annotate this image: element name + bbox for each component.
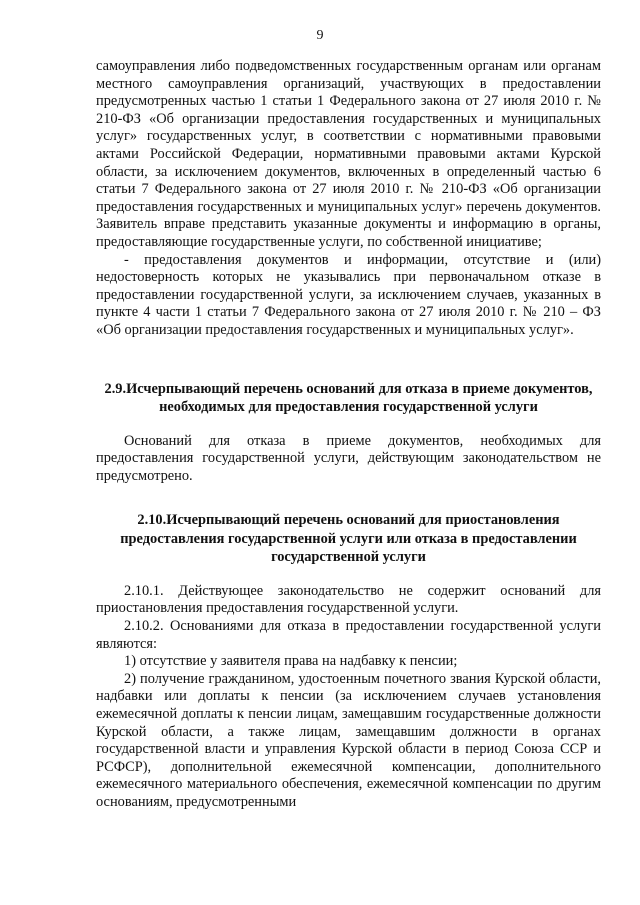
page-number: 9 — [316, 28, 324, 43]
paragraph-section-2-9: Оснований для отказа в приеме документов, необходимых для предоставления государственной услуги, действующим законодательством не предусмотрено. — [96, 432, 601, 484]
document-body — [96, 58, 601, 812]
paragraph-continuation: самоуправления либо подведомственных государственным органам или органам местного самоуправления организаций, участвующих в предоставлении предусмотренных частью 1 статьи 1 Федерального закона от 27 июля 2010 г. № 210-ФЗ «Об организации предоставления государственных и муниципальных услуг» государственных услуг, в соответствии с нормативными правовыми актами Российской Федерации, нормативными правовыми актами Курской области, за исключением документов, включенных в определенный частью 6 статьи 7 Федерального закона от 27 июля 2010 г. № 210-ФЗ «Об организации предоставления государственных и муниципальных услуг» перечень документов. Заявитель вправе представить указанные документы и информацию в органы, предоставляющие государственные услуги, по собственной инициативе; — [96, 58, 601, 250]
paragraph-2-10-2: 2.10.2. Основаниями для отказа в предоставлении государственной услуги являются: — [96, 617, 601, 652]
section-heading-2-9: 2.9.Исчерпывающий перечень оснований для отказа в приеме документов, необходимых для предоставления государственной услуги — [104, 380, 593, 415]
list-item-2: 2) получение гражданином, удостоенным почетного звания Курской области, надбавки или доплаты к пенсии (за исключением случаев установления ежемесячной доплаты к пенсии лицам, замещавшим государственные должности Курской области, а также лицам, замещавшим должности в органах государственной власти и управления Курской области в период Союза ССР и РСФСР), дополнительной ежемесячной компенсации, дополнительного ежемесячного материального обеспечения, ежемесячной компенсации по другим основаниям, предусмотренными — [96, 670, 601, 810]
paragraph-2-10-1: 2.10.1. Действующее законодательство не содержит оснований для приостановления предоставления государственной услуги. — [96, 582, 601, 617]
section-heading-2-10: 2.10.Исчерпывающий перечень оснований для приостановления предоставления государственной услуги или отказа в предоставлении государственной услуги — [120, 512, 577, 566]
paragraph-list-item: - предоставления документов и информации, отсутствие и (или) недостоверность которых не указывались при первоначальном отказе в предоставлении государственной услуги, за исключением случаев, указанных в пункте 4 части 1 статьи 7 Федерального закона от 27 июля 2010 г. № 210 – ФЗ «Об организации предоставления государственных и муниципальных услуг». — [96, 251, 601, 338]
list-item-1: 1) отсутствие у заявителя права на надбавку к пенсии; — [124, 653, 458, 670]
